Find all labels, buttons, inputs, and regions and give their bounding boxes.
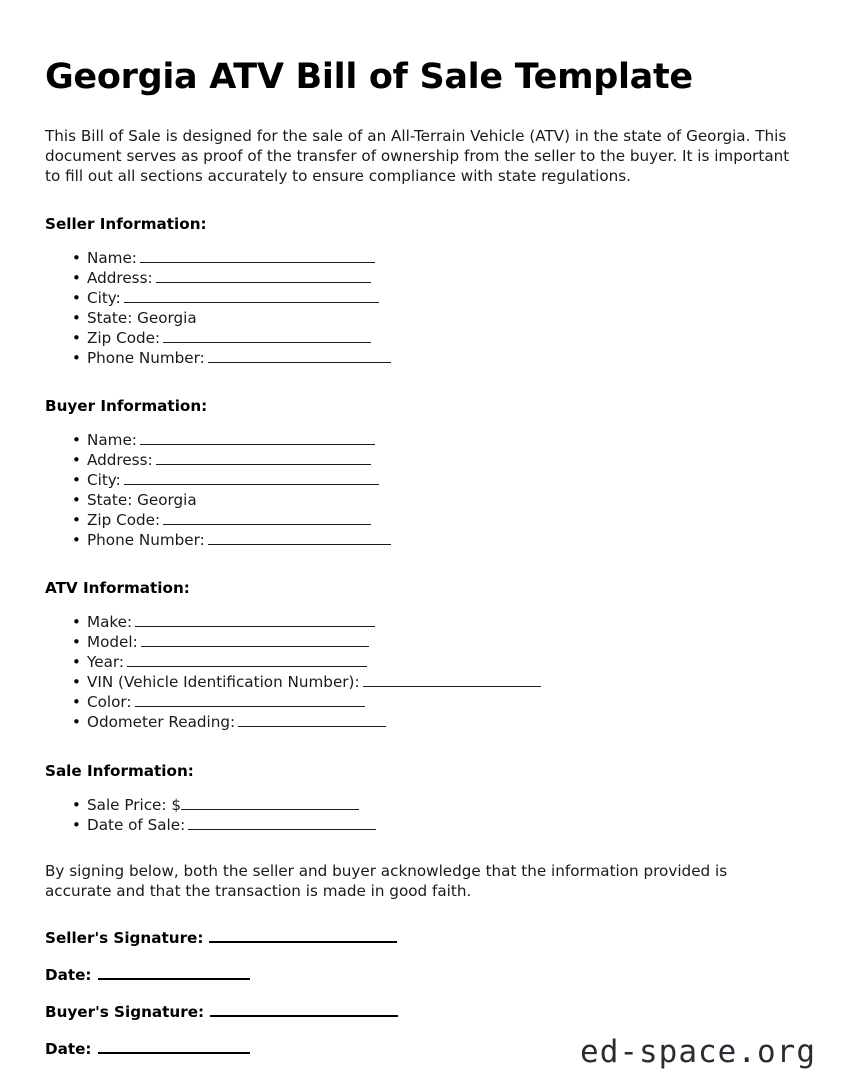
field-label: City: bbox=[87, 288, 121, 307]
fill-in-line[interactable] bbox=[140, 251, 375, 263]
fill-in-line[interactable] bbox=[163, 331, 371, 343]
field-row bbox=[45, 672, 800, 692]
signature-row bbox=[45, 965, 800, 985]
section-heading-buyer: Buyer Information: bbox=[45, 396, 208, 415]
closing-paragraph: By signing below, both the seller and buyer acknowledge that the information provided is accurate and that the transaction is made in good faith. bbox=[45, 861, 728, 900]
field-value: Georgia bbox=[132, 490, 197, 509]
field-row bbox=[45, 308, 800, 328]
site-watermark: ed-space.org bbox=[580, 1034, 816, 1070]
field-row bbox=[45, 712, 800, 732]
signature-line[interactable] bbox=[210, 1005, 398, 1016]
document-body bbox=[45, 0, 800, 1059]
intro-paragraph: This Bill of Sale is designed for the sale of an All-Terrain Vehicle (ATV) in the state of Georgia. This document serves as proof of the transfer of ownership from the seller to the buyer. It is important to fill out all sections accurately to ensure compliance with state regulations. bbox=[45, 126, 790, 185]
fill-in-line[interactable] bbox=[163, 513, 371, 525]
field-row bbox=[45, 430, 800, 450]
signature-row bbox=[45, 928, 800, 948]
fill-in-line[interactable] bbox=[238, 715, 386, 727]
field-row bbox=[45, 268, 800, 288]
field-label: Phone Number: bbox=[87, 530, 205, 549]
field-row bbox=[45, 348, 800, 368]
field-row bbox=[45, 612, 800, 632]
field-label: Address: bbox=[87, 268, 153, 287]
field-label: Make: bbox=[87, 612, 133, 631]
section-heading-seller: Seller Information: bbox=[45, 214, 207, 233]
signature-label: Seller's Signature: bbox=[45, 928, 204, 947]
field-label: Zip Code: bbox=[87, 510, 161, 529]
field-row bbox=[45, 248, 800, 268]
signature-label: Buyer's Signature: bbox=[45, 1002, 205, 1021]
field-label: VIN (Vehicle Identification Number): bbox=[87, 672, 360, 691]
signature-line[interactable] bbox=[209, 931, 397, 942]
field-row bbox=[45, 470, 800, 490]
field-row bbox=[45, 692, 800, 712]
signature-label: Date: bbox=[45, 1039, 92, 1058]
fill-in-line[interactable] bbox=[181, 798, 359, 810]
field-label: Color: bbox=[87, 692, 132, 711]
field-label: Phone Number: bbox=[87, 348, 205, 367]
field-row bbox=[45, 288, 800, 308]
field-row bbox=[45, 632, 800, 652]
fill-in-line[interactable] bbox=[140, 433, 375, 445]
section-heading-sale: Sale Information: bbox=[45, 761, 194, 780]
signature-line[interactable] bbox=[98, 1042, 250, 1053]
field-label: Zip Code: bbox=[87, 328, 161, 347]
signature-line[interactable] bbox=[98, 968, 250, 979]
field-row bbox=[45, 450, 800, 470]
field-value: Georgia bbox=[132, 308, 197, 327]
field-row bbox=[45, 815, 800, 835]
fill-in-line[interactable] bbox=[208, 533, 391, 545]
fill-in-line[interactable] bbox=[127, 655, 367, 667]
field-label: Name: bbox=[87, 430, 137, 449]
fill-in-line[interactable] bbox=[135, 695, 365, 707]
field-label: Name: bbox=[87, 248, 137, 267]
field-row bbox=[45, 328, 800, 348]
field-label: Odometer Reading: bbox=[87, 712, 236, 731]
seller-field-list bbox=[45, 233, 800, 368]
field-label: Date of Sale: bbox=[87, 815, 186, 834]
field-row bbox=[45, 795, 800, 815]
field-label: City: bbox=[87, 470, 121, 489]
field-label: Year: bbox=[87, 652, 125, 671]
field-label: Model: bbox=[87, 632, 138, 651]
page-title: Georgia ATV Bill of Sale Template bbox=[45, 57, 693, 97]
fill-in-line[interactable] bbox=[156, 271, 371, 283]
signature-label: Date: bbox=[45, 965, 92, 984]
sale-field-list bbox=[45, 780, 800, 835]
atv-field-list bbox=[45, 597, 800, 732]
field-label: State: bbox=[87, 490, 133, 509]
field-label: Sale Price: $ bbox=[87, 795, 181, 814]
field-label: Address: bbox=[87, 450, 153, 469]
fill-in-line[interactable] bbox=[141, 635, 369, 647]
fill-in-line[interactable] bbox=[188, 818, 376, 830]
field-row bbox=[45, 530, 800, 550]
section-heading-atv: ATV Information: bbox=[45, 578, 190, 597]
signature-row bbox=[45, 1002, 800, 1022]
fill-in-line[interactable] bbox=[124, 473, 379, 485]
field-row bbox=[45, 652, 800, 672]
fill-in-line[interactable] bbox=[208, 351, 391, 363]
field-row bbox=[45, 490, 800, 510]
field-label: State: bbox=[87, 308, 133, 327]
fill-in-line[interactable] bbox=[124, 291, 379, 303]
buyer-field-list bbox=[45, 415, 800, 550]
fill-in-line[interactable] bbox=[363, 675, 541, 687]
fill-in-line[interactable] bbox=[135, 615, 375, 627]
field-row bbox=[45, 510, 800, 530]
fill-in-line[interactable] bbox=[156, 453, 371, 465]
